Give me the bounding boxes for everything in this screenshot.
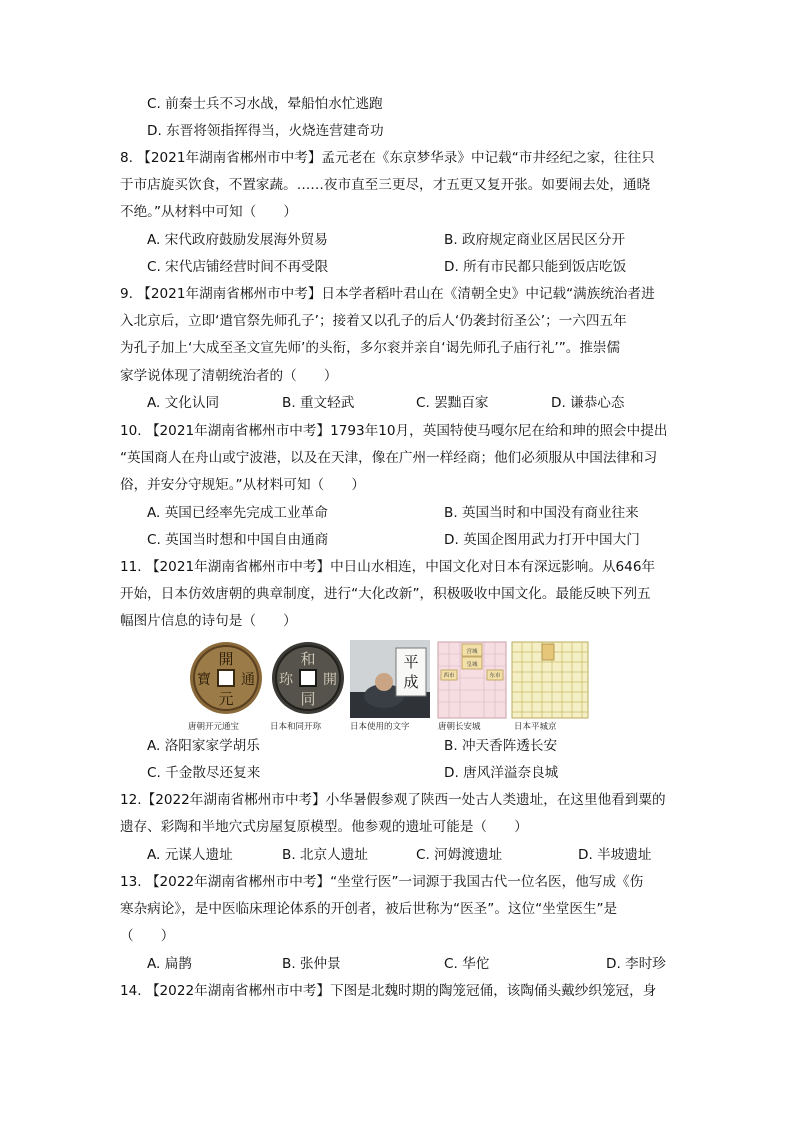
q11-option-d: D. 唐风洋溢奈良城: [444, 765, 559, 781]
coin1-char-bottom: 元: [218, 690, 234, 708]
q11-stem-line-3: 幅图片信息的诗句是（ ）: [120, 613, 297, 629]
q13-stem-line-2: 寒杂病论》，是中医临床理论体系的开创者，被后世称为“医圣”。这位“坐堂医生”是: [120, 901, 618, 917]
q9-stem-line-2: 入北京后，立即‘遣官祭先师孔子’；接着又以孔子的后人‘仍袭封衍圣公’；一六四五年: [120, 313, 627, 329]
q8-stem-line-3: 不绝。”从材料中可知（ ）: [120, 204, 297, 220]
caption-heijokyo: 日本平城京: [514, 722, 557, 732]
q7-option-c: C. 前秦士兵不习水战，晕船怕水忙逃跑: [147, 96, 383, 112]
q11-option-c: C. 千金散尽还复来: [147, 765, 261, 781]
coin2-char-bottom: 同: [300, 690, 316, 708]
q10-stem-line-3: 俗，并安分守规矩。”从材料可知（ ）: [120, 477, 365, 493]
q8-option-c: C. 宋代店铺经营时间不再受限: [147, 259, 329, 275]
q12-option-a: A. 元谋人遗址: [147, 847, 233, 863]
q11-option-a: A. 洛阳家家学胡乐: [147, 738, 260, 754]
q11-stem-line-2: 开始，日本仿效唐朝的典章制度，进行“大化改新”，积极吸收中国文化。最能反映下列五: [120, 586, 651, 602]
q13-option-d: D. 李时珍: [606, 956, 666, 972]
q12-option-c: C. 河姆渡遗址: [416, 847, 503, 863]
q13-stem-line-3: （ ）: [120, 928, 175, 944]
coin2-char-left: 珎: [279, 672, 293, 688]
q10-stem-line-1: 10. 【2021年湖南省郴州市中考】1793年10月，英国特使马嘎尔尼在给和珅的照会中提出: [120, 423, 668, 439]
q9-option-d: D. 谦恭心态: [551, 395, 625, 411]
q10-option-b: B. 英国当时和中国没有商业往来: [444, 505, 639, 521]
q13-option-b: B. 张仲景: [282, 956, 341, 972]
changan-city-map-image: [438, 642, 506, 718]
caption-kaiyuan: 唐朝开元通宝: [188, 722, 240, 732]
q13-option-a: A. 扁鹊: [147, 956, 192, 972]
changan-label-west-market: 西市: [443, 673, 455, 679]
kaiyuan-tongbao-coin-image: [190, 642, 262, 714]
q13-stem-line-1: 13. 【2022年湖南省郴州市中考】“坐堂行医”一词源于我国古代一位名医，他写成《伤: [120, 874, 644, 890]
coin2-char-right: 開: [323, 672, 337, 688]
q8-option-d: D. 所有市民都只能到饭店吃饭: [444, 259, 627, 275]
q9-stem-line-4: 家学说体现了清朝统治者的（ ）: [120, 368, 338, 384]
q11-stem-line-1: 11. 【2021年湖南省郴州市中考】中日山水相连，中国文化对日本有深远影响。从646年: [120, 559, 656, 575]
q9-option-a: A. 文化认同: [147, 395, 220, 411]
coin1-char-top: 開: [218, 650, 234, 668]
q7-option-d: D. 东晋将领指挥得当，火烧连营建奇功: [147, 123, 384, 139]
q11-figure-images: [188, 640, 590, 720]
q12-stem-line-2: 遗存、彩陶和半地穴式房屋复原模型。他参观的遗址可能是（ ）: [120, 819, 528, 835]
q11-figure: [188, 640, 590, 732]
q10-stem-line-2: “英国商人在舟山或宁波港，以及在天津，像在广州一样经商；他们必须服从中国法律和习: [120, 450, 658, 466]
q10-option-d: D. 英国企图用武力打开中国大门: [444, 532, 640, 548]
changan-label-imperial: 皇城: [466, 662, 478, 668]
q13-option-c: C. 华佗: [444, 956, 490, 972]
q12-option-b: B. 北京人遗址: [282, 847, 368, 863]
q8-stem-line-1: 8. 【2021年湖南省郴州市中考】孟元老在《东京梦华录》中记载“市井经纪之家，往往只: [120, 150, 655, 166]
changan-label-east-market: 东市: [489, 673, 501, 679]
q8-option-a: A. 宋代政府鼓励发展海外贸易: [147, 232, 328, 248]
coin1-char-right: 通: [241, 672, 255, 688]
caption-japanese-script: 日本使用的文字: [350, 722, 410, 732]
q9-stem-line-1: 9. 【2021年湖南省郴州市中考】日本学者稻叶君山在《清朝全史》中记载“满族统治者进: [120, 286, 655, 302]
q9-option-b: B. 重文轻武: [282, 395, 355, 411]
q10-option-c: C. 英国当时想和中国自由通商: [147, 532, 329, 548]
q8-stem-line-2: 于市店旋买饮食，不置家蔬。……夜市直至三更尽，才五更又复开张。如要闹去处，通晓: [120, 177, 651, 193]
coin1-char-left: 寶: [197, 672, 211, 688]
heijokyo-map-image: [512, 642, 588, 718]
q12-option-d: D. 半坡遗址: [578, 847, 652, 863]
sign-char-1: 平: [403, 653, 419, 671]
q11-option-b: B. 冲天香阵透长安: [444, 738, 558, 754]
q9-stem-line-3: 为孔子加上‘大成至圣文宣先师’的头衔，多尔衮并亲自‘谒先师孔子庙行礼’”。推崇儒: [120, 340, 621, 356]
changan-label-palace: 宫城: [466, 649, 478, 655]
wado-kaichin-coin-image: [272, 642, 344, 714]
q14-stem-line-1: 14. 【2022年湖南省郴州市中考】下图是北魏时期的陶笼冠俑，该陶俑头戴纱织笼冠，身: [120, 983, 657, 999]
heisei-announcement-photo: [350, 640, 430, 718]
q12-stem-line-1: 12.【2022年湖南省郴州市中考】小华暑假参观了陕西一处古人类遗址，在这里他看到粟的: [120, 792, 666, 808]
q10-option-a: A. 英国已经率先完成工业革命: [147, 505, 328, 521]
caption-wado: 日本和同开珎: [270, 722, 322, 732]
coin2-char-top: 和: [300, 650, 316, 668]
q8-option-b: B. 政府规定商业区居民区分开: [444, 232, 626, 248]
caption-changan: 唐朝长安城: [438, 722, 481, 732]
sign-char-2: 成: [403, 673, 419, 691]
q9-option-c: C. 罢黜百家: [416, 395, 489, 411]
